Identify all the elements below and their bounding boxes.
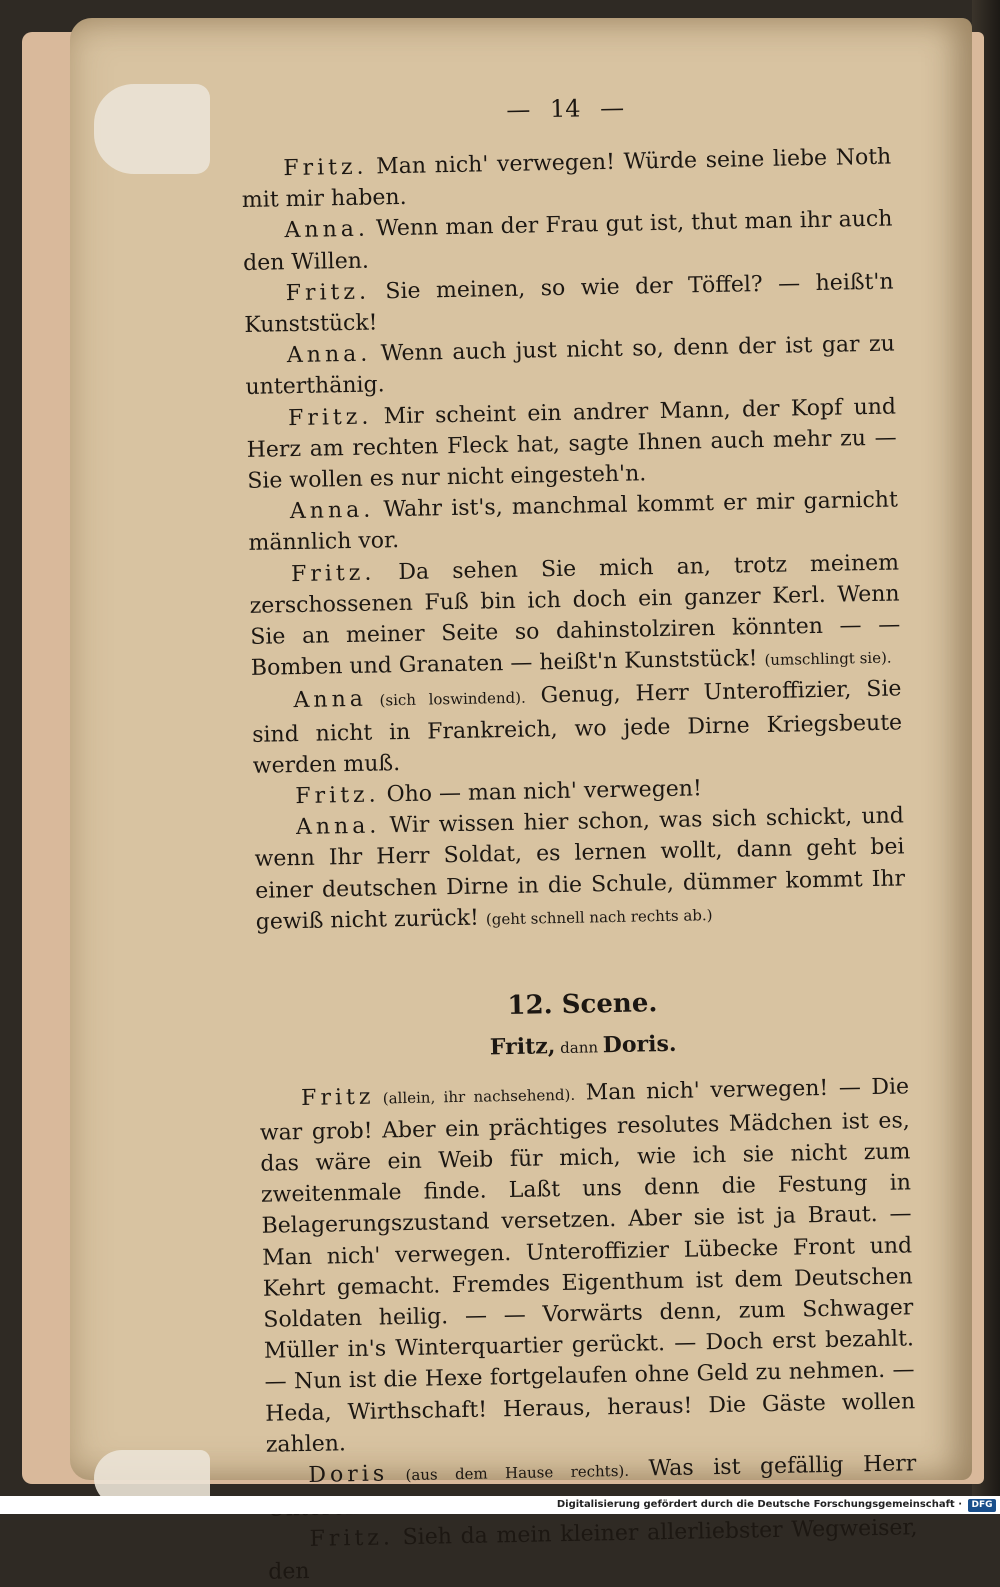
speaker-name: Fritz <box>300 1085 375 1112</box>
line-text: Wenn auch just nicht so, denn der ist gar zu unterthänig. <box>245 331 896 401</box>
cast-dann: dann <box>555 1038 604 1058</box>
scene-cast <box>258 1025 909 1071</box>
speaker-name: Anna. <box>286 341 372 369</box>
folio-dash-left: — <box>506 95 531 124</box>
digitization-footer <box>0 1496 1000 1514</box>
speaker-name: Fritz. <box>283 154 368 182</box>
line-text: Man nich' verwegen! — Die war grob! Aber ein prächtiges resolutes Mädchen ist es, das wäre ein Weib für mich, wie ich sie nicht zum zweitenmale finde. Laßt uns denn die Festung in Belagerungszustand versetzen. Aber sie ist ja Braut. — Man nich' verwegen. Unteroffizier Lübecke Front und Kehrt gemacht. Fremdes Eigenthum ist dem Deutschen Soldaten heilig. — — Vorwärts denn, zum Schwager Müller in's Winterquartier gerückt. — Doch erst bezahlt. — Nun ist die Hexe fortgelaufen ohne Geld zu nehmen. — Heda, Wirthschaft! Heraus, heraus! Die Gäste wollen zahlen. <box>259 1074 916 1458</box>
line-text: Oho — man nich' verwegen! <box>379 776 703 808</box>
cast-fritz: Fritz, <box>489 1033 556 1061</box>
line-text: Wir wissen hier schon, was sich schickt, und wenn Ihr Herr Soldat, es lernen wollt, dann geht bei einer deutschen Dirne in die Schule, dümmer kommt Ihr gewiß nicht zurück! <box>254 803 906 935</box>
folio-number: 14 <box>549 94 581 124</box>
speaker-name: Anna <box>293 687 368 714</box>
dialogue-line <box>251 674 903 782</box>
line-text: Mir scheint ein andrer Mann, der Kopf und Herz am rechten Fleck hat, sagte Ihnen auch mehr zu — Sie wollen es nur nicht eingesteh'n. <box>246 394 897 494</box>
line-text: Sieh da mein kleiner allerliebster Wegweiser, den <box>268 1515 918 1585</box>
stage-direction: (sich loswindend). <box>366 689 526 711</box>
stage-direction: (umschlingt sie). <box>764 648 892 670</box>
speaker-name: Fritz. <box>290 560 376 587</box>
speaker-name: Doris <box>308 1461 389 1488</box>
stage-direction: (allein, ihr nachsehend). <box>374 1086 576 1109</box>
line-text: Sie meinen, so wie der Töffel? — heißt'n Kunststück! <box>244 269 894 338</box>
speaker-name: Fritz. <box>309 1525 395 1553</box>
stage-direction: (geht schnell nach rechts ab.) <box>485 905 713 929</box>
folio-dash-right: — <box>599 93 625 123</box>
speaker-name: Fritz. <box>287 404 373 431</box>
line-text: Da sehen Sie mich an, trotz meinem zerschossenen Fuß bin ich doch ein ganzer Kerl. Wenn Sie an meiner Seite so dahinstolziren könnten — — Bomben und Granaten — heißt'n Kunststück! <box>249 550 901 682</box>
footer-credit: Digitalisierung gefördert durch die Deutsche Forschungsgemeinschaft · <box>556 1499 962 1510</box>
cast-doris: Doris. <box>602 1031 677 1059</box>
line-text: Wenn man der Frau gut ist, thut man ihr auch den Willen. <box>242 206 893 276</box>
line-text: Wahr ist's, manchmal kommt er mir garnicht männlich vor. <box>248 487 899 557</box>
speaker-name: Anna. <box>289 497 375 525</box>
clip-tab-top <box>94 84 210 174</box>
dfg-logo-icon: DFG <box>968 1499 996 1512</box>
line-text: Genug, Herr Unteroffizier, Sie sind nicht in Frankreich, wo jede Dirne Kriegsbeute werden muß. <box>251 676 903 779</box>
speaker-name: Anna. <box>295 813 381 841</box>
speaker-name: Fritz. <box>295 782 380 810</box>
dialogue-line <box>254 801 906 940</box>
line-text: Was ist gefällig Herr <box>648 1451 917 1482</box>
dialogue-line <box>267 1513 918 1587</box>
stage-direction: (aus dem Hause rechts). <box>387 1461 630 1485</box>
scene-heading: 12. Scene. <box>507 988 658 1022</box>
dialogue-line <box>246 391 898 497</box>
speaker-name: Anna. <box>284 216 370 244</box>
page-text-block <box>240 88 918 1587</box>
dialogue-line <box>259 1072 916 1461</box>
line-text: Man nich' verwegen! Würde seine liebe Noth mit mir haben. <box>241 144 892 214</box>
dialogue-line <box>249 547 901 686</box>
speaker-name: Fritz. <box>285 279 371 306</box>
